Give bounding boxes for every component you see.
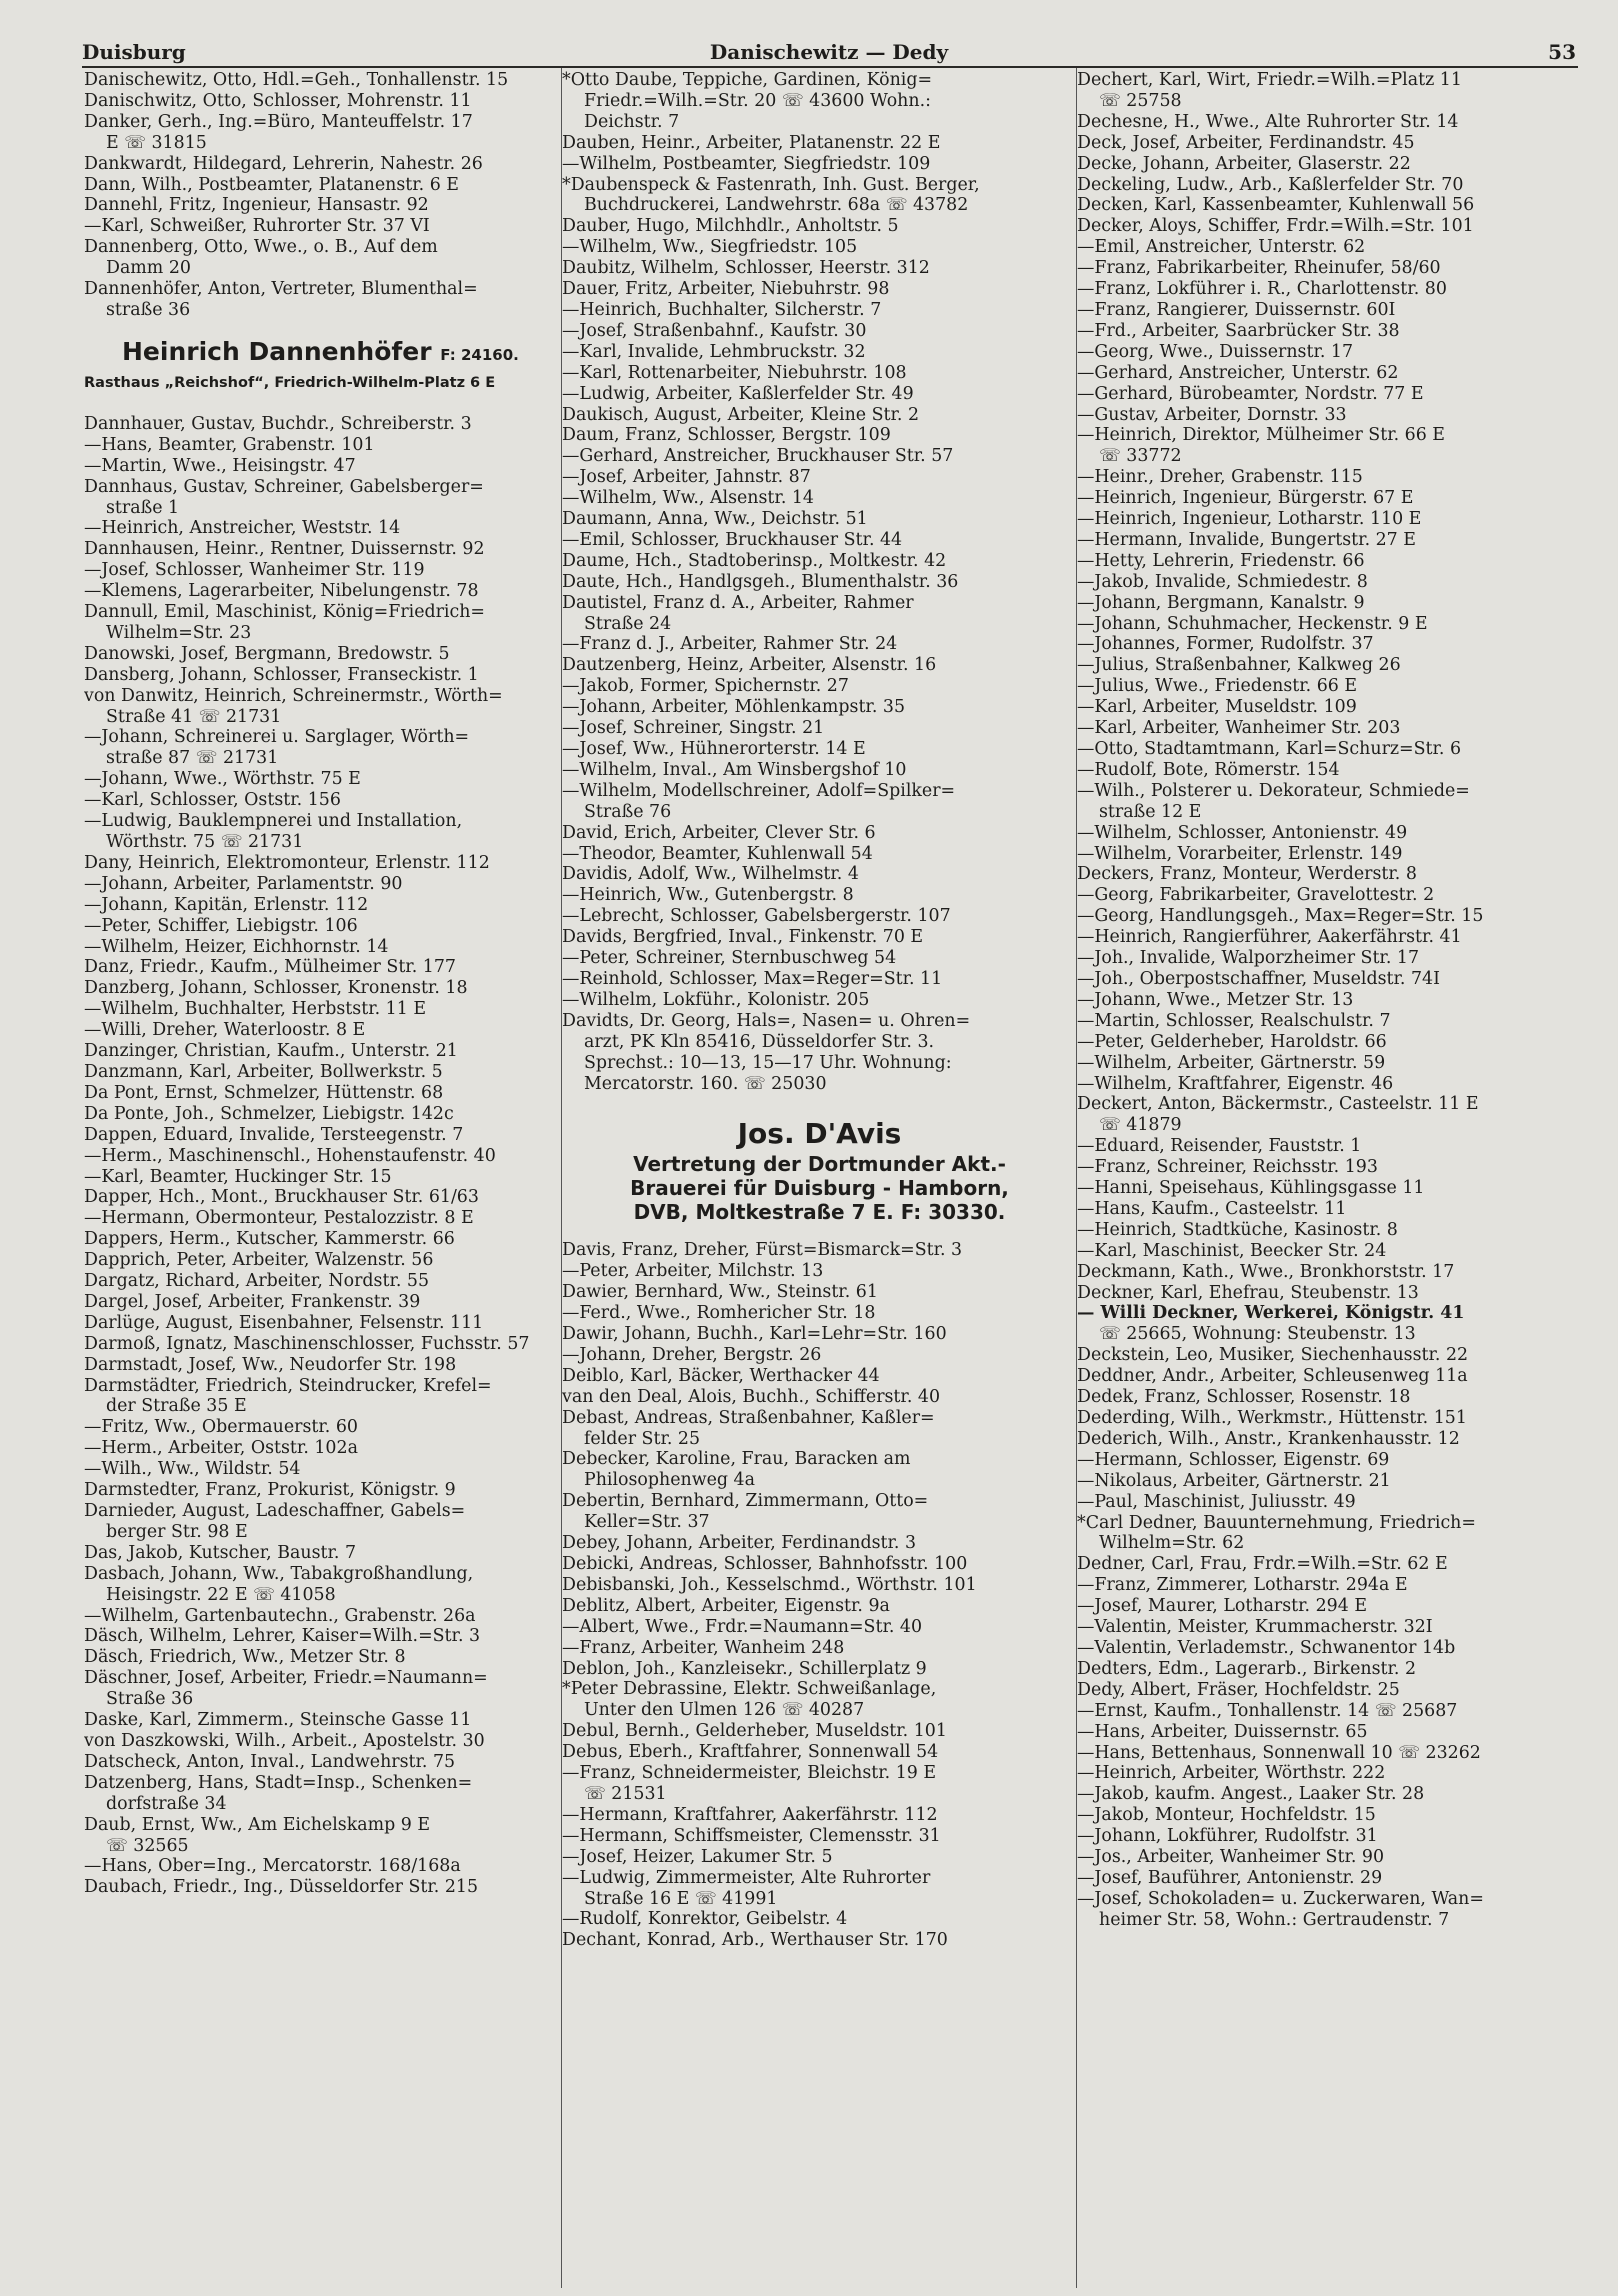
- directory-entry: —Josef, Schlosser, Wanheimer Str. 119: [84, 560, 425, 581]
- directory-entry: —Karl, Maschinist, Beecker Str. 24: [1077, 1240, 1387, 1261]
- directory-entry: —Hetty, Lehrerin, Friedenstr. 66: [1077, 550, 1365, 571]
- directory-entry: —Jakob, Invalide, Schmiedestr. 8: [1077, 571, 1368, 592]
- directory-entry: Deddner, Andr., Arbeiter, Schleusenweg 11a: [1077, 1366, 1468, 1387]
- directory-entry: —Josef, Ww., Hühnerorterstr. 14 E: [562, 739, 866, 759]
- directory-entry: Debul, Bernh., Gelderheber, Museldstr. 101: [562, 1721, 947, 1742]
- column-2: [562, 70, 1077, 2285]
- directory-entry: —Willi, Dreher, Waterloostr. 8 E: [84, 1020, 366, 1041]
- directory-entry: —Ludwig, Bauklempnerei und Installation,: [84, 811, 463, 832]
- directory-entry: —Herm., Maschinenschl., Hohenstaufenstr. 40: [84, 1145, 496, 1166]
- directory-entry: Dauber, Hugo, Milchhdlr., Anholtstr. 5: [562, 216, 899, 237]
- directory-entry: Damm 20: [106, 258, 191, 279]
- directory-entry: Daubitz, Wilhelm, Schlosser, Heerstr. 312: [562, 258, 930, 279]
- directory-entry: *Daubenspeck & Fastenrath, Inh. Gust. Berger,: [562, 174, 980, 195]
- ad-phone: F: 24160.: [440, 345, 519, 364]
- directory-entry: —Rudolf, Bote, Römerstr. 154: [1077, 759, 1340, 780]
- directory-entry: E ☏ 31815: [106, 132, 207, 153]
- directory-entry: — Willi Deckner, Werkerei, Königstr. 41: [1077, 1303, 1465, 1324]
- directory-entry: Dawier, Bernhard, Ww., Steinstr. 61: [562, 1282, 878, 1303]
- ad-business-name: Heinrich Dannenhöfer: [122, 336, 432, 366]
- directory-entry: —Julius, Wwe., Friedenstr. 66 E: [1077, 676, 1358, 697]
- directory-entry: —Heinrich, Direktor, Mülheimer Str. 66 E: [1077, 425, 1446, 446]
- directory-entry: —Wilhelm, Heizer, Eichhornstr. 14: [84, 936, 389, 957]
- directory-entry: David, Erich, Arbeiter, Clever Str. 6: [562, 822, 876, 843]
- directory-entry: —Hans, Bettenhaus, Sonnenwall 10 ☏ 23262: [1077, 1742, 1481, 1763]
- directory-entry: —Wilh., Polsterer u. Dekorateur, Schmiede=: [1077, 780, 1470, 801]
- directory-entry: —Jakob, Monteur, Hochfeldstr. 15: [1077, 1805, 1376, 1826]
- directory-entry: Daumann, Anna, Ww., Deichstr. 51: [562, 509, 868, 530]
- directory-entry: —Wilhelm, Modellschreiner, Adolf=Spilker=: [562, 780, 956, 801]
- directory-entry: Datscheck, Anton, Inval., Landwehrstr. 75: [84, 1751, 456, 1772]
- directory-entry: —Reinhold, Schlosser, Max=Reger=Str. 11: [562, 968, 943, 989]
- directory-entry: —Theodor, Beamter, Kuhlenwall 54: [562, 843, 873, 864]
- directory-entry: Sprechst.: 10—13, 15—17 Uhr. Wohnung:: [584, 1052, 952, 1073]
- directory-entry: Debicki, Andreas, Schlosser, Bahnhofsstr. 100: [562, 1554, 968, 1574]
- header-city: Duisburg: [82, 40, 186, 64]
- ad-line: Brauerei für Duisburg - Hamborn,: [630, 1176, 1009, 1201]
- directory-entry: —Jakob, kaufm. Angest., Laaker Str. 28: [1077, 1784, 1425, 1805]
- directory-entry: —Heinr., Dreher, Grabenstr. 115: [1077, 467, 1363, 488]
- column-1: [84, 70, 562, 2285]
- directory-entry: Debisbanski, Joh., Kesselschmd., Wörthstr. 101: [562, 1574, 977, 1595]
- directory-entry: Danowski, Josef, Bergmann, Bredowstr. 5: [84, 643, 450, 664]
- directory-entry: Darmstadt, Josef, Ww., Neudorfer Str. 198: [84, 1354, 457, 1375]
- directory-entry: *Carl Dedner, Bauunternehmung, Friedrich=: [1077, 1512, 1476, 1533]
- directory-entry: —Johann, Schreinerei u. Sarglager, Wörth=: [84, 727, 470, 748]
- directory-entry: —Franz, Arbeiter, Wanheim 248: [562, 1637, 845, 1658]
- directory-entry: Däsch, Friedrich, Ww., Metzer Str. 8: [84, 1647, 406, 1668]
- directory-entry: —Hans, Kaufm., Casteelstr. 11: [1077, 1198, 1347, 1219]
- directory-entry: —Peter, Gelderheber, Haroldstr. 66: [1077, 1031, 1387, 1052]
- directory-entry: Straße 16 E ☏ 41991: [584, 1888, 778, 1909]
- directory-entry: Dann, Wilh., Postbeamter, Platanenstr. 6 E: [84, 174, 459, 195]
- directory-entry: Dannenberg, Otto, Wwe., o. B., Auf dem: [84, 237, 438, 258]
- directory-entry: Danzinger, Christian, Kaufm., Unterstr. 21: [84, 1041, 458, 1062]
- directory-entry: —Valentin, Meister, Krummacherstr. 32I: [1077, 1617, 1433, 1638]
- directory-entry: Dankwardt, Hildegard, Lehrerin, Nahestr. 26: [84, 153, 483, 174]
- directory-entry: —Hermann, Kraftfahrer, Aakerfährstr. 112: [562, 1804, 938, 1825]
- directory-entry: —Emil, Schlosser, Bruckhauser Str. 44: [562, 529, 903, 550]
- directory-entry: Deckeling, Ludw., Arb., Kaßlerfelder Str. 70: [1077, 174, 1464, 195]
- page-header: [82, 40, 1576, 66]
- directory-entry: *Otto Daube, Teppiche, Gardinen, König=: [562, 70, 933, 90]
- directory-entry: —Karl, Beamter, Huckinger Str. 15: [84, 1166, 392, 1187]
- directory-entry: Dargatz, Richard, Arbeiter, Nordstr. 55: [84, 1271, 430, 1292]
- header-range: Danischewitz — Dedy: [709, 40, 949, 64]
- directory-entry: —Valentin, Verlademstr., Schwanentor 14b: [1077, 1637, 1456, 1658]
- directory-entry: Buchdruckerei, Landwehrstr. 68a ☏ 43782: [584, 195, 969, 216]
- directory-entry: —Franz, Schreiner, Reichsstr. 193: [1077, 1157, 1378, 1178]
- directory-entry: —Johann, Schuhmacher, Heckenstr. 9 E: [1077, 613, 1428, 634]
- directory-entry: Unter den Ulmen 126 ☏ 40287: [584, 1700, 865, 1721]
- directory-entry: Deck, Josef, Arbeiter, Ferdinandstr. 45: [1077, 132, 1415, 153]
- directory-entry: —Johann, Wwe., Metzer Str. 13: [1077, 989, 1354, 1010]
- directory-entry: Mercatorstr. 160. ☏ 25030: [584, 1073, 827, 1094]
- directory-entry: Debast, Andreas, Straßenbahner, Kaßler=: [562, 1407, 935, 1428]
- directory-entry: —Karl, Arbeiter, Museldstr. 109: [1077, 697, 1357, 718]
- directory-entry: von Daszkowski, Wilh., Arbeit., Apostelstr. 30: [84, 1730, 485, 1751]
- directory-entry: —Johann, Arbeiter, Möhlenkampstr. 35: [562, 697, 906, 718]
- directory-entry: —Julius, Straßenbahner, Kalkweg 26: [1077, 655, 1401, 676]
- directory-entry: Wilhelm=Str. 23: [106, 622, 252, 643]
- directory-entry: straße 1: [106, 497, 180, 518]
- directory-entry: Davidis, Adolf, Ww., Wilhelmstr. 4: [562, 864, 859, 885]
- directory-entry: —Georg, Handlungsgeh., Max=Reger=Str. 15: [1077, 906, 1484, 927]
- directory-entry: straße 36: [106, 299, 191, 320]
- directory-entry: —Klemens, Lagerarbeiter, Nibelungenstr. 78: [84, 581, 479, 602]
- directory-entry: Friedr.=Wilh.=Str. 20 ☏ 43600 Wohn.:: [584, 90, 931, 111]
- directory-entry: Debey, Johann, Arbeiter, Ferdinandstr. 3: [562, 1533, 917, 1554]
- directory-entry: straße 87 ☏ 21731: [106, 748, 279, 769]
- directory-entry: Deblon, Joh., Kanzleisekr., Schillerplatz 9: [562, 1658, 927, 1679]
- directory-entry: Dauben, Heinr., Arbeiter, Platanenstr. 22 E: [562, 132, 941, 153]
- directory-entry: Deckert, Anton, Bäckermstr., Casteelstr. 11 E: [1077, 1094, 1479, 1115]
- directory-entry: Dedner, Carl, Frau, Frdr.=Wilh.=Str. 62 E: [1077, 1554, 1448, 1575]
- directory-entry: Dappers, Herm., Kutscher, Kammerstr. 66: [84, 1229, 455, 1250]
- directory-entry: —Paul, Maschinist, Juliusstr. 49: [1077, 1491, 1356, 1512]
- directory-entry: —Franz, Schneidermeister, Bleichstr. 19 E: [562, 1763, 937, 1784]
- directory-entry: Danzmann, Karl, Arbeiter, Bollwerkstr. 5: [84, 1061, 443, 1082]
- directory-entry: —Josef, Schreiner, Singstr. 21: [562, 718, 825, 739]
- directory-entry: Dargel, Josef, Arbeiter, Frankenstr. 39: [84, 1291, 421, 1312]
- ad-address: Rasthaus „Reichshof“, Friedrich-Wilhelm-Platz 6 E: [84, 374, 496, 391]
- directory-entry: —Franz, Rangierer, Duissernstr. 60I: [1077, 299, 1396, 320]
- directory-entry: Dechant, Konrad, Arb., Werthauser Str. 170: [562, 1930, 948, 1951]
- directory-entry: —Heinrich, Buchhalter, Silcherstr. 7: [562, 299, 882, 320]
- directory-entry: Dannull, Emil, Maschinist, König=Friedrich=: [84, 602, 486, 623]
- directory-entry: —Nikolaus, Arbeiter, Gärtnerstr. 21: [1077, 1470, 1391, 1491]
- directory-entry: —Josef, Heizer, Lakumer Str. 5: [562, 1846, 833, 1867]
- directory-entry: der Straße 35 E: [106, 1396, 247, 1417]
- directory-entry: Danz, Friedr., Kaufm., Mülheimer Str. 177: [84, 957, 456, 978]
- directory-entry: Das, Jakob, Kutscher, Baustr. 7: [84, 1542, 357, 1563]
- directory-entry: Daukisch, August, Arbeiter, Kleine Str. 2: [562, 404, 920, 425]
- page-number: 53: [1548, 40, 1576, 64]
- directory-entry: —Herm., Arbeiter, Oststr. 102a: [84, 1438, 358, 1459]
- directory-entry: —Otto, Stadtamtmann, Karl=Schurz=Str. 6: [1077, 739, 1462, 759]
- directory-entry: von Danwitz, Heinrich, Schreinermstr., Wörth=: [84, 685, 503, 706]
- directory-entry: Darlüge, August, Eisenbahner, Felsenstr. 111: [84, 1312, 484, 1333]
- directory-entry: Deblitz, Albert, Arbeiter, Eigenstr. 9a: [562, 1595, 890, 1616]
- directory-entry: ☏ 41879: [1099, 1115, 1182, 1136]
- directory-entry: —Wilhelm, Ww., Siegfriedstr. 105: [562, 237, 858, 258]
- directory-entry: Daske, Karl, Zimmerm., Steinsche Gasse 11: [84, 1710, 472, 1731]
- directory-entry: Dedters, Edm., Lagerarb., Birkenstr. 2: [1077, 1658, 1417, 1679]
- directory-entry: ☏ 25665, Wohnung: Steubenstr. 13: [1099, 1324, 1416, 1345]
- directory-entry: —Albert, Wwe., Frdr.=Naumann=Str. 40: [562, 1616, 923, 1637]
- directory-entry: Däschner, Josef, Arbeiter, Friedr.=Naumann=: [84, 1668, 488, 1689]
- directory-entry: Decke, Johann, Arbeiter, Glaserstr. 22: [1077, 153, 1411, 174]
- directory-entry: *Peter Debrassine, Elektr. Schweißanlage,: [562, 1679, 937, 1700]
- directory-entry: Dapper, Hch., Mont., Bruckhauser Str. 61/63: [84, 1187, 479, 1208]
- directory-entry: —Wilh., Ww., Wildstr. 54: [84, 1459, 301, 1480]
- directory-entry: arzt, PK Kln 85416, Düsseldorfer Str. 3.: [584, 1031, 935, 1052]
- directory-entry: —Johann, Bergmann, Kanalstr. 9: [1077, 592, 1365, 613]
- directory-entry: Danischewitz, Otto, Hdl.=Geh., Tonhallenstr. 15: [84, 70, 509, 90]
- directory-entry: Wilhelm=Str. 62: [1099, 1533, 1245, 1554]
- directory-entry: —Wilhelm, Arbeiter, Gärtnerstr. 59: [1077, 1052, 1386, 1073]
- directory-entry: Dautistel, Franz d. A., Arbeiter, Rahmer: [562, 592, 914, 613]
- directory-entry: —Heinrich, Ww., Gutenbergstr. 8: [562, 885, 854, 906]
- directory-entry: Davidts, Dr. Georg, Hals=, Nasen= u. Ohren=: [562, 1010, 971, 1031]
- directory-entry: Decker, Aloys, Schiffer, Frdr.=Wilh.=Str. 101: [1077, 216, 1474, 237]
- directory-entry: straße 12 E: [1099, 801, 1202, 822]
- directory-entry: Deckers, Franz, Monteur, Werderstr. 8: [1077, 864, 1417, 885]
- directory-entry: —Peter, Arbeiter, Milchstr. 13: [562, 1261, 824, 1282]
- directory-entry: —Peter, Schreiner, Sternbuschweg 54: [562, 948, 897, 969]
- directory-entry: Dannenhöfer, Anton, Vertreter, Blumenthal=: [84, 279, 478, 300]
- directory-entry: —Heinrich, Ingenieur, Lotharstr. 110 E: [1077, 509, 1422, 530]
- column-3: [1077, 70, 1572, 2285]
- directory-entry: —Ludwig, Zimmermeister, Alte Ruhrorter: [562, 1867, 931, 1888]
- directory-entry: —Martin, Schlosser, Realschulstr. 7: [1077, 1010, 1391, 1031]
- directory-entry: —Josef, Bauführer, Antonienstr. 29: [1077, 1867, 1383, 1888]
- directory-entry: Darmoß, Ignatz, Maschinenschlosser, Fuchsstr. 57: [84, 1333, 530, 1354]
- directory-entry: Deichstr. 7: [584, 111, 680, 132]
- directory-entry: —Hanni, Speisehaus, Kühlingsgasse 11: [1077, 1178, 1425, 1199]
- directory-entry: Danischwitz, Otto, Schlosser, Mohrenstr. 11: [84, 90, 472, 111]
- directory-entry: Dawir, Johann, Buchh., Karl=Lehr=Str. 160: [562, 1324, 947, 1345]
- directory-entry: —Gerhard, Bürobeamter, Nordstr. 77 E: [1077, 383, 1424, 404]
- directory-entry: Davis, Franz, Dreher, Fürst=Bismarck=Str. 3: [562, 1240, 963, 1261]
- directory-entry: dorfstraße 34: [106, 1793, 227, 1814]
- directory-entry: —Joh., Oberpostschaffner, Museldstr. 74I: [1077, 968, 1440, 989]
- directory-entry: —Johannes, Former, Rudolfstr. 37: [1077, 634, 1374, 655]
- directory-entry: Dasbach, Johann, Ww., Tabakgroßhandlung,: [84, 1563, 474, 1584]
- directory-entry: —Wilhelm, Gartenbautechn., Grabenstr. 26a: [84, 1605, 476, 1626]
- directory-entry: Debus, Eberh., Kraftfahrer, Sonnenwall 54: [562, 1742, 939, 1763]
- directory-entry: Dautzenberg, Heinz, Arbeiter, Alsenstr. 16: [562, 655, 937, 676]
- directory-entry: —Franz, Lokführer i. R., Charlottenstr. 80: [1077, 279, 1447, 300]
- directory-entry: Darmstedter, Franz, Prokurist, Königstr. 9: [84, 1480, 456, 1501]
- directory-entry: —Gustav, Arbeiter, Dornstr. 33: [1077, 404, 1347, 425]
- directory-entry: ☏ 33772: [1099, 446, 1182, 467]
- directory-entry: —Franz d. J., Arbeiter, Rahmer Str. 24: [562, 634, 898, 655]
- directory-entry: Deckmann, Kath., Wwe., Bronkhorststr. 17: [1077, 1261, 1455, 1282]
- ad-line: Vertretung der Dortmunder Akt.-: [633, 1152, 1006, 1177]
- directory-entry: —Heinrich, Arbeiter, Wörthstr. 222: [1077, 1763, 1386, 1784]
- directory-entry: —Johann, Kapitän, Erlenstr. 112: [84, 894, 369, 915]
- directory-entry: —Fritz, Ww., Obermauerstr. 60: [84, 1417, 358, 1438]
- header-rule: [82, 66, 1578, 68]
- directory-entry: Wörthstr. 75 ☏ 21731: [106, 832, 304, 852]
- directory-entry: —Wilhelm, Schlosser, Antonienstr. 49: [1077, 822, 1408, 843]
- directory-entry: —Hans, Beamter, Grabenstr. 101: [84, 434, 375, 455]
- directory-entry: Dedy, Albert, Fräser, Hochfeldstr. 25: [1077, 1679, 1400, 1700]
- directory-entry: Daume, Hch., Stadtoberinsp., Moltkestr. 42: [562, 550, 947, 571]
- directory-entry: —Wilhelm, Kraftfahrer, Eigenstr. 46: [1077, 1073, 1394, 1094]
- directory-entry: —Hermann, Invalide, Bungertstr. 27 E: [1077, 529, 1416, 550]
- directory-entry: Philosophenweg 4a: [584, 1470, 755, 1491]
- directory-entry: Debecker, Karoline, Frau, Baracken am: [562, 1449, 911, 1470]
- directory-entry: Dappen, Eduard, Invalide, Tersteegenstr. 7: [84, 1124, 464, 1145]
- directory-entry: —Wilhelm, Inval., Am Winsbergshof 10: [562, 759, 907, 780]
- directory-entry: heimer Str. 58, Wohn.: Gertraudenstr. 7: [1099, 1909, 1450, 1930]
- directory-entry: —Heinrich, Rangierführer, Aakerfährstr. 41: [1077, 927, 1462, 948]
- directory-entry: —Karl, Rottenarbeiter, Niebuhrstr. 108: [562, 362, 907, 383]
- directory-entry: —Wilhelm, Lokführ., Kolonistr. 205: [562, 989, 870, 1010]
- directory-entry: Da Pont, Ernst, Schmelzer, Hüttenstr. 68: [84, 1082, 444, 1103]
- directory-entry: —Heinrich, Ingenieur, Bürgerstr. 67 E: [1077, 488, 1414, 509]
- directory-entry: Däsch, Wilhelm, Lehrer, Kaiser=Wilh.=Str. 3: [84, 1626, 481, 1647]
- directory-entry: Deiblo, Karl, Bäcker, Werthacker 44: [562, 1365, 880, 1386]
- directory-entry: —Gerhard, Anstreicher, Unterstr. 62: [1077, 362, 1399, 383]
- directory-entry: Dederich, Wilh., Anstr., Krankenhausstr. 12: [1077, 1428, 1460, 1449]
- directory-entry: Decken, Karl, Kassenbeamter, Kuhlenwall 56: [1077, 195, 1475, 216]
- directory-entry: —Karl, Invalide, Lehmbruckstr. 32: [562, 341, 866, 362]
- directory-entry: Da Ponte, Joh., Schmelzer, Liebigstr. 142c: [84, 1103, 454, 1124]
- directory-entry: —Johann, Arbeiter, Parlamentstr. 90: [84, 873, 403, 894]
- directory-entry: —Johann, Wwe., Wörthstr. 75 E: [84, 769, 361, 790]
- directory-entry: —Hermann, Schlosser, Eigenstr. 69: [1077, 1449, 1390, 1470]
- directory-entry: —Josef, Straßenbahnf., Kaufstr. 30: [562, 320, 867, 341]
- directory-entry: Danzberg, Johann, Schlosser, Kronenstr. 18: [84, 978, 468, 999]
- directory-entry: Dapprich, Peter, Arbeiter, Walzenstr. 56: [84, 1250, 434, 1271]
- directory-entry: —Ernst, Kaufm., Tonhallenstr. 14 ☏ 25687: [1077, 1700, 1458, 1721]
- directory-entry: —Johann, Lokführer, Rudolfstr. 31: [1077, 1826, 1378, 1847]
- directory-entry: Dannehl, Fritz, Ingenieur, Hansastr. 92: [84, 195, 429, 216]
- directory-entry: —Ludwig, Arbeiter, Kaßlerfelder Str. 49: [562, 383, 914, 404]
- directory-entry: —Franz, Zimmerer, Lotharstr. 294a E: [1077, 1575, 1408, 1596]
- ad-business-name: Jos. D'Avis: [737, 1117, 902, 1151]
- directory-entry: —Hermann, Schiffsmeister, Clemensstr. 31: [562, 1825, 941, 1846]
- directory-entry: —Emil, Anstreicher, Unterstr. 62: [1077, 237, 1366, 258]
- directory-entry: Keller=Str. 37: [584, 1512, 710, 1533]
- directory-entry: Datzenberg, Hans, Stadt=Insp., Schenken=: [84, 1772, 473, 1793]
- directory-entry: —Wilhelm, Ww., Alsenstr. 14: [562, 488, 815, 509]
- directory-entry: Deckstein, Leo, Musiker, Siechenhausstr. 22: [1077, 1345, 1469, 1366]
- directory-entry: —Hermann, Obermonteur, Pestalozzistr. 8 E: [84, 1208, 474, 1229]
- directory-entry: Darnieder, August, Ladeschaffner, Gabels=: [84, 1501, 466, 1521]
- directory-entry: Daute, Hch., Handlgsgeh., Blumenthalstr. 36: [562, 571, 959, 592]
- directory-entry: —Peter, Schiffer, Liebigstr. 106: [84, 915, 358, 936]
- directory-entry: Daum, Franz, Schlosser, Bergstr. 109: [562, 425, 891, 446]
- directory-entry: ☏ 32565: [106, 1835, 189, 1856]
- directory-entry: Dannhauer, Gustav, Buchdr., Schreiberstr. 3: [84, 413, 472, 434]
- directory-entry: Debertin, Bernhard, Zimmermann, Otto=: [562, 1491, 929, 1512]
- directory-entry: Heisingstr. 22 E ☏ 41058: [106, 1584, 336, 1605]
- directory-entry: —Wilhelm, Buchhalter, Herbststr. 11 E: [84, 999, 427, 1020]
- directory-entry: —Wilhelm, Postbeamter, Siegfriedstr. 109: [562, 153, 931, 174]
- directory-entry: —Georg, Fabrikarbeiter, Gravelottestr. 2: [1077, 885, 1435, 906]
- directory-entry: Straße 24: [584, 613, 672, 634]
- directory-entry: Daub, Ernst, Ww., Am Eichelskamp 9 E: [84, 1814, 431, 1835]
- directory-entry: Dannhaus, Gustav, Schreiner, Gabelsberger=: [84, 476, 484, 497]
- directory-entry: —Jakob, Former, Spichernstr. 27: [562, 676, 849, 697]
- directory-entry: Davids, Bergfried, Inval., Finkenstr. 70 E: [562, 927, 924, 948]
- directory-entry: Dechert, Karl, Wirt, Friedr.=Wilh.=Platz 11: [1077, 70, 1462, 90]
- directory-entry: —Eduard, Reisender, Fauststr. 1: [1077, 1136, 1362, 1157]
- directory-entry: Straße 36: [106, 1689, 194, 1710]
- directory-entry: —Georg, Wwe., Duissernstr. 17: [1077, 341, 1354, 362]
- directory-entry: —Wilhelm, Vorarbeiter, Erlenstr. 149: [1077, 843, 1403, 864]
- directory-entry: ☏ 21531: [584, 1783, 667, 1804]
- directory-entry: —Hans, Ober=Ing., Mercatorstr. 168/168a: [84, 1856, 461, 1877]
- directory-entry: —Karl, Schweißer, Ruhrorter Str. 37 VI: [84, 216, 430, 237]
- directory-entry: Dedek, Franz, Schlosser, Rosenstr. 18: [1077, 1387, 1411, 1408]
- directory-entry: ☏ 25758: [1099, 90, 1182, 111]
- directory-entry: —Ferd., Wwe., Romhericher Str. 18: [562, 1303, 876, 1324]
- directory-entry: Dannhausen, Heinr., Rentner, Duissernstr. 92: [84, 539, 485, 560]
- advertisement-dannenhoefer: [84, 335, 562, 394]
- directory-entry: —Frd., Arbeiter, Saarbrücker Str. 38: [1077, 320, 1400, 341]
- directory-entry: —Franz, Fabrikarbeiter, Rheinufer, 58/60: [1077, 258, 1441, 279]
- advertisement-davis: [562, 1116, 1077, 1224]
- directory-entry: —Karl, Arbeiter, Wanheimer Str. 203: [1077, 718, 1401, 739]
- directory-entry: —Lebrecht, Schlosser, Gabelsbergerstr. 107: [562, 906, 951, 927]
- directory-entry: Straße 41 ☏ 21731: [106, 706, 282, 727]
- directory-entry: —Josef, Arbeiter, Jahnstr. 87: [562, 467, 811, 488]
- directory-entry: Dauer, Fritz, Arbeiter, Niebuhrstr. 98: [562, 279, 890, 300]
- directory-entry: —Martin, Wwe., Heisingstr. 47: [84, 455, 356, 476]
- directory-entry: Straße 76: [584, 801, 672, 822]
- directory-entry: —Heinrich, Anstreicher, Weststr. 14: [84, 518, 401, 539]
- directory-entry: —Johann, Dreher, Bergstr. 26: [562, 1344, 822, 1365]
- ad-body: [562, 1152, 1077, 1224]
- directory-entry: Dany, Heinrich, Elektromonteur, Erlenstr. 112: [84, 852, 490, 873]
- directory-entry: felder Str. 25: [584, 1428, 701, 1449]
- directory-entry: —Josef, Maurer, Lotharstr. 294 E: [1077, 1596, 1368, 1617]
- directory-entry: —Gerhard, Anstreicher, Bruckhauser Str. 57: [562, 446, 954, 467]
- directory-entry: Deckner, Karl, Ehefrau, Steubenstr. 13: [1077, 1282, 1419, 1303]
- directory-entry: —Josef, Schokoladen= u. Zuckerwaren, Wan=: [1077, 1888, 1484, 1909]
- directory-entry: —Heinrich, Stadtküche, Kasinostr. 8: [1077, 1219, 1398, 1240]
- directory-entry: Daubach, Friedr., Ing., Düsseldorfer Str. 215: [84, 1877, 479, 1898]
- directory-entry: van den Deal, Alois, Buchh., Schifferstr. 40: [562, 1386, 941, 1407]
- directory-entry: Darmstädter, Friedrich, Steindrucker, Krefel=: [84, 1375, 492, 1396]
- directory-entry: Dechesne, H., Wwe., Alte Ruhrorter Str. 14: [1077, 111, 1459, 132]
- directory-entry: —Joh., Invalide, Walporzheimer Str. 17: [1077, 948, 1420, 969]
- directory-entry: —Hans, Arbeiter, Duissernstr. 65: [1077, 1721, 1368, 1742]
- directory-entry: Dansberg, Johann, Schlosser, Franseckistr. 1: [84, 664, 479, 685]
- directory-entry: Dederding, Wilh., Werkmstr., Hüttenstr. 151: [1077, 1408, 1467, 1428]
- directory-entry: —Karl, Schlosser, Oststr. 156: [84, 790, 341, 811]
- directory-entry: —Rudolf, Konrektor, Geibelstr. 4: [562, 1909, 848, 1930]
- ad-line: DVB, Moltkestraße 7 E. F: 30330.: [633, 1200, 1006, 1225]
- directory-entry: —Jos., Arbeiter, Wanheimer Str. 90: [1077, 1847, 1385, 1868]
- directory-entry: Danker, Gerh., Ing.=Büro, Manteuffelstr. 17: [84, 111, 473, 132]
- directory-entry: berger Str. 98 E: [106, 1521, 248, 1542]
